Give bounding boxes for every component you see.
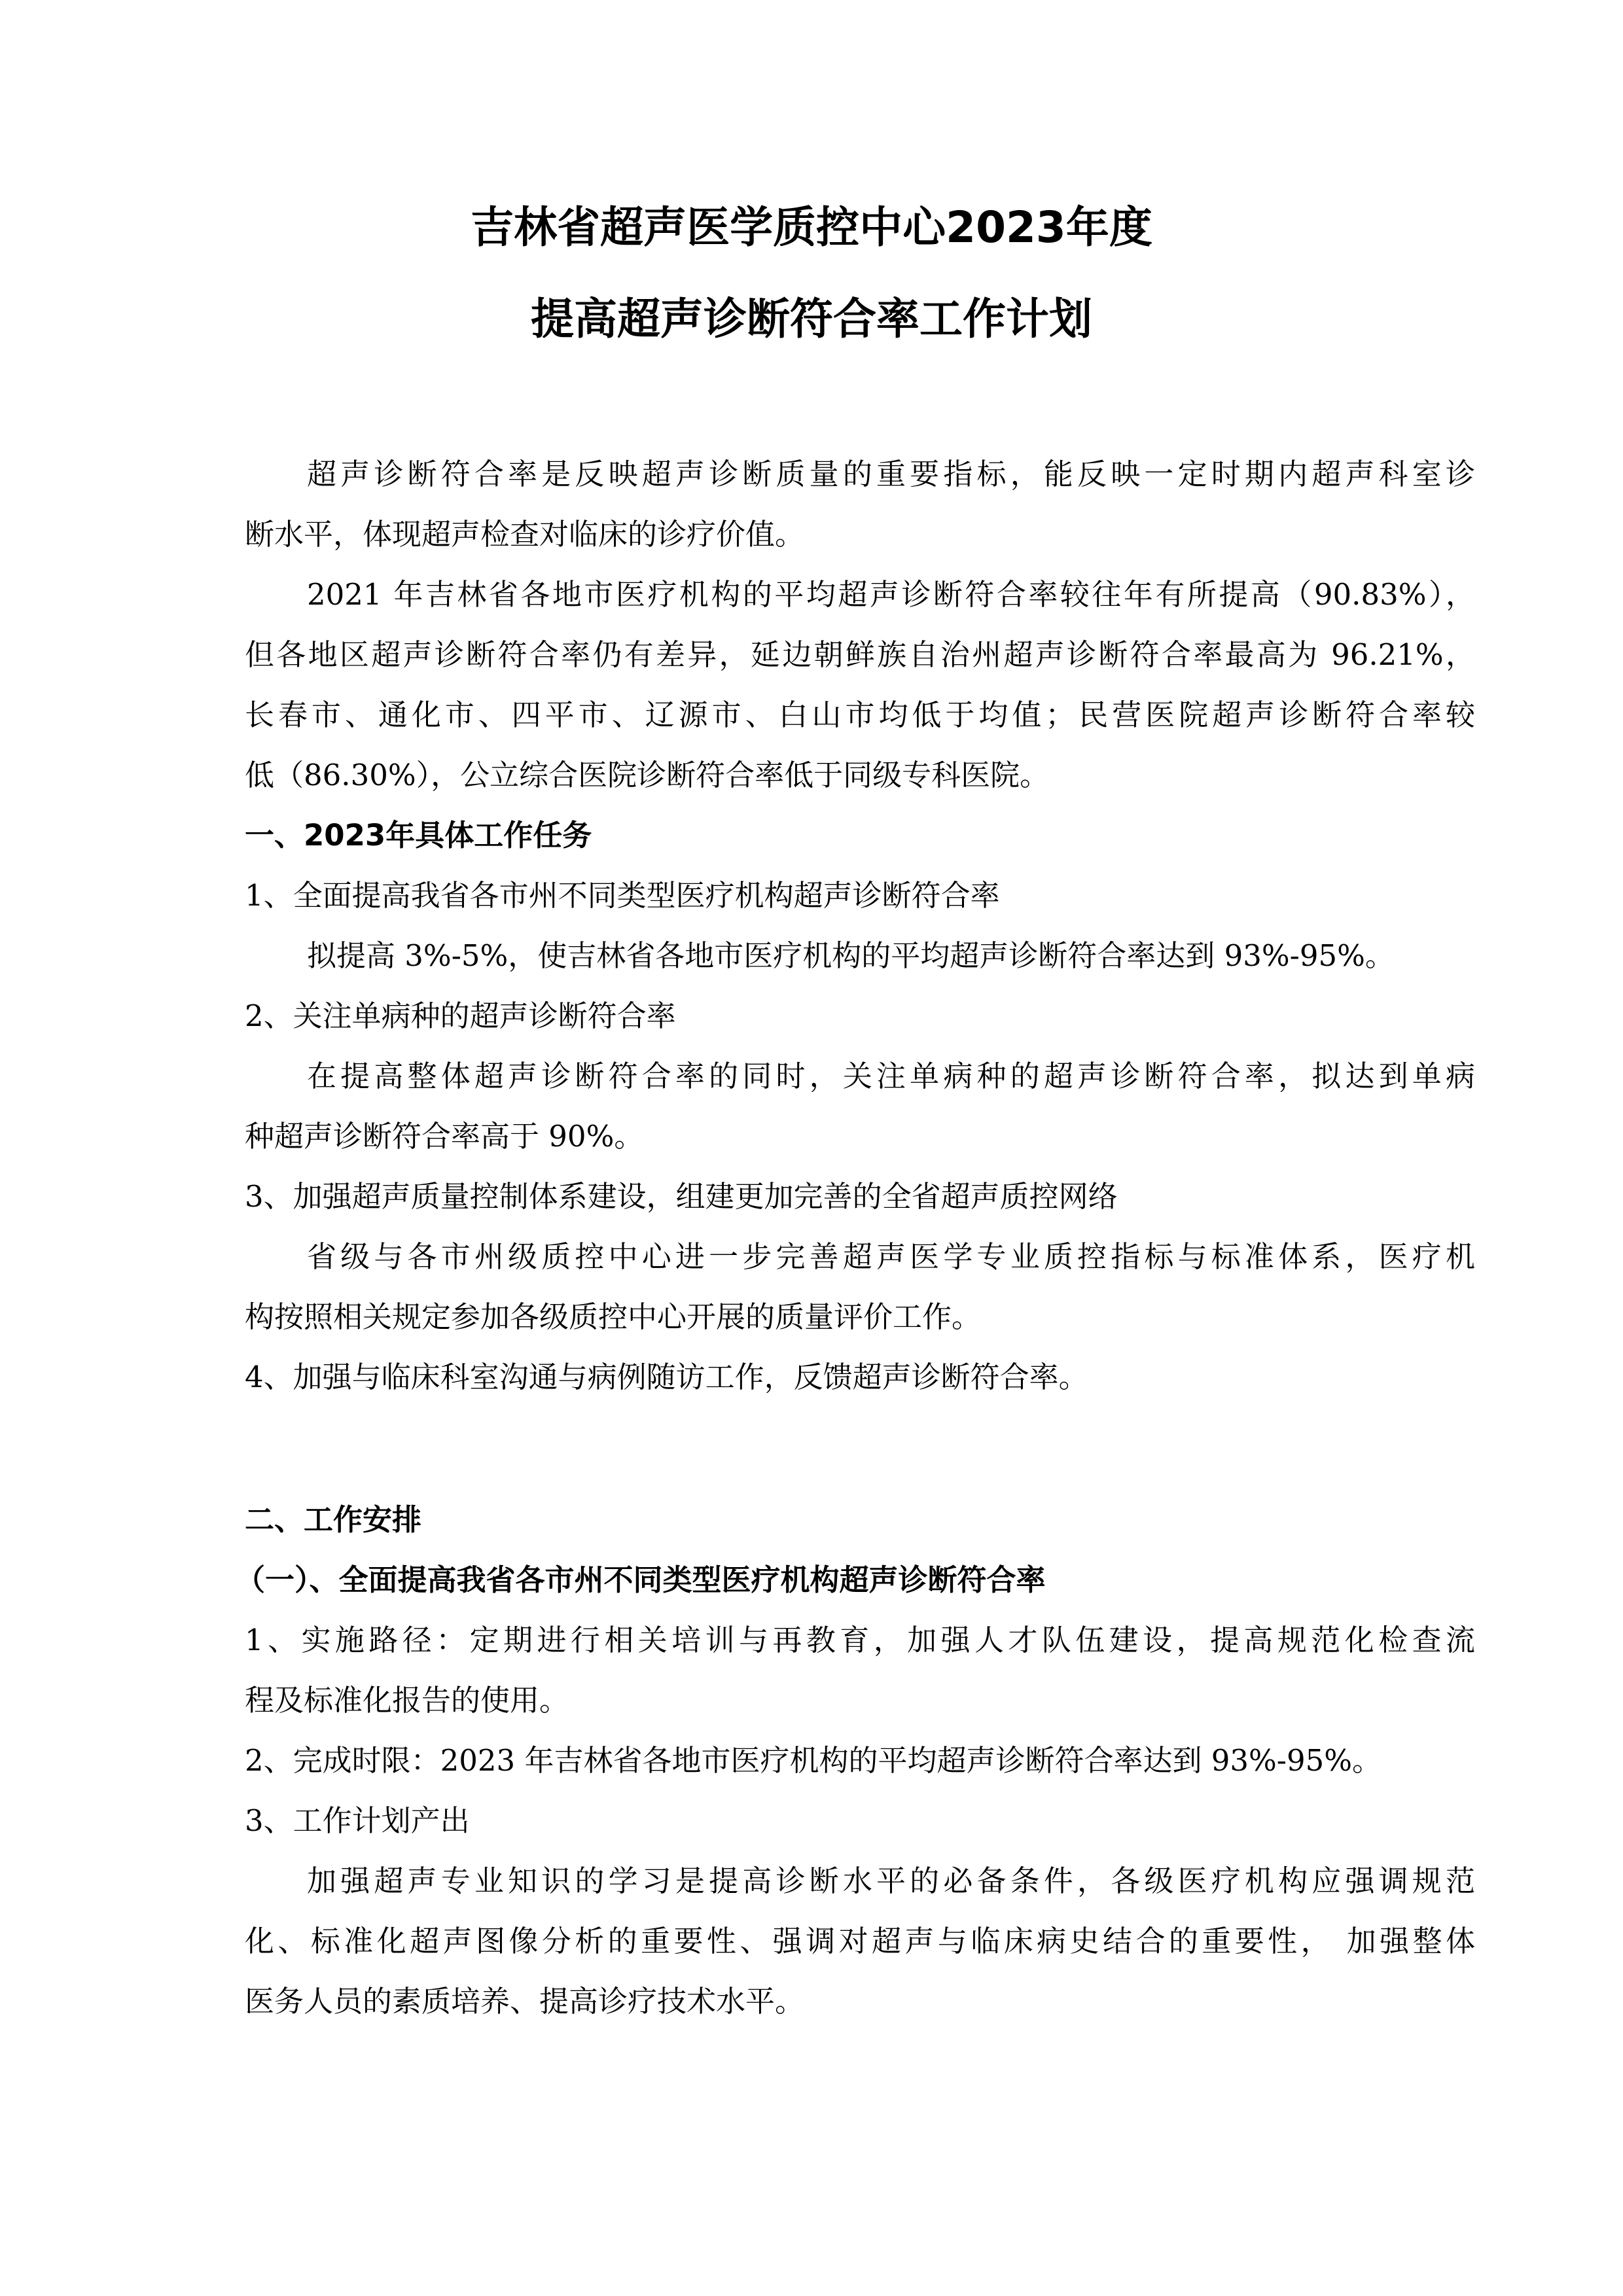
section-2-item-2: 2、完成时限：2023 年吉林省各地市医疗机构的平均超声诊断符合率达到 93%-95%。 xyxy=(245,1743,1382,1778)
section-2-heading: 二、工作安排 xyxy=(245,1502,422,1537)
document-title-line-1: 吉林省超声医学质控中心2023年度 xyxy=(471,202,1152,253)
section-2-item-1-line-2: 程及标准化报告的使用。 xyxy=(245,1683,569,1718)
section-1-item-4-title: 4、加强与临床科室沟通与病例随访工作，反馈超声诊断符合率。 xyxy=(245,1360,1088,1394)
document-title-line-2: 提高超声诊断符合率工作计划 xyxy=(531,294,1092,344)
section-1-heading: 一、2023年具体工作任务 xyxy=(245,818,592,853)
section-2-subheading-1: （一）、全面提高我省各市州不同类型医疗机构超声诊断符合率 xyxy=(236,1563,1046,1597)
section-2-item-3-text-line-3: 医务人员的素质培养、提高诊疗技术水平。 xyxy=(245,1984,805,2019)
section-2-item-3-text-line-2: 化、标准化超声图像分析的重要性、强调对超声与临床病史结合的重要性， 加强整体 xyxy=(245,1924,1475,1958)
section-2-item-3-title: 3、工作计划产出 xyxy=(245,1803,470,1838)
intro-paragraph-2-line-4: 低（86.30%），公立综合医院诊断符合率低于同级专科医院。 xyxy=(245,758,1050,792)
intro-paragraph-1-line-1: 超声诊断符合率是反映超声诊断质量的重要指标，能反映一定时期内超声科室诊 xyxy=(307,457,1475,491)
section-1-item-2-text-line-1: 在提高整体超声诊断符合率的同时，关注单病种的超声诊断符合率，拟达到单病 xyxy=(307,1059,1475,1093)
section-2-item-3-text-line-1: 加强超声专业知识的学习是提高诊断水平的必备条件，各级医疗机构应强调规范 xyxy=(307,1863,1475,1898)
intro-paragraph-2-line-1: 2021 年吉林省各地市医疗机构的平均超声诊断符合率较往年有所提高（90.83%）， xyxy=(307,577,1475,612)
section-1-item-1-text: 拟提高 3%-5%，使吉林省各地市医疗机构的平均超声诊断符合率达到 93%-95%。 xyxy=(307,938,1395,973)
section-2-item-1-line-1: 1、实施路径：定期进行相关培训与再教育，加强人才队伍建设，提高规范化检查流 xyxy=(245,1623,1475,1657)
section-1-item-2-text-line-2: 种超声诊断符合率高于 90%。 xyxy=(245,1119,644,1154)
intro-paragraph-2-line-3: 长春市、通化市、四平市、辽源市、白山市均低于均值；民营医院超声诊断符合率较 xyxy=(245,698,1475,732)
intro-paragraph-2-line-2: 但各地区超声诊断符合率仍有差异，延边朝鲜族自治州超声诊断符合率最高为 96.21%， xyxy=(245,637,1475,672)
intro-paragraph-1-line-2: 断水平，体现超声检查对临床的诊疗价值。 xyxy=(245,517,805,552)
section-1-item-3-title: 3、加强超声质量控制体系建设，组建更加完善的全省超声质控网络 xyxy=(245,1179,1118,1214)
section-1-item-3-text-line-2: 构按照相关规定参加各级质控中心开展的质量评价工作。 xyxy=(245,1299,982,1334)
section-1-item-3-text-line-1: 省级与各市州级质控中心进一步完善超声医学专业质控指标与标准体系，医疗机 xyxy=(307,1239,1475,1274)
section-1-item-2-title: 2、关注单病种的超声诊断符合率 xyxy=(245,998,676,1033)
section-1-item-1-title: 1、全面提高我省各市州不同类型医疗机构超声诊断符合率 xyxy=(245,878,1000,913)
